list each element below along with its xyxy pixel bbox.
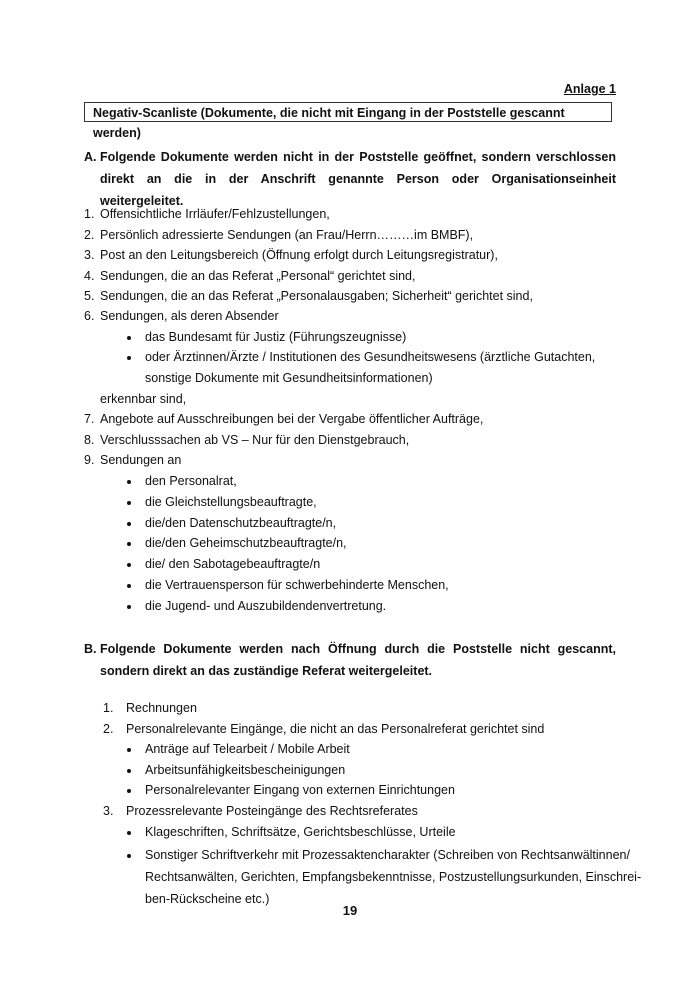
bullet-item: oder Ärztinnen/Ärzte / Institutionen des Gesundheitswesens (ärztliche Gutachten, — [145, 350, 596, 364]
bullet-item: Klageschriften, Schriftsätze, Gerichtsbeschlüsse, Urteile — [145, 825, 456, 839]
bullet-icon — [127, 501, 131, 505]
section-b-label: B. — [84, 642, 97, 656]
list-text: Rechnungen — [126, 701, 197, 715]
list-text: Verschlusssachen ab VS – Nur für den Dienstgebrauch, — [100, 433, 410, 447]
list-text: Sendungen, die an das Referat „Personalausgaben; Sicherheit“ gerichtet sind, — [100, 289, 533, 303]
list-number: 1. — [84, 207, 95, 221]
bullet-item: die Vertrauensperson für schwerbehinderte Menschen, — [145, 578, 449, 592]
list-number: 5. — [84, 289, 95, 303]
list-number: 3. — [84, 248, 95, 262]
bullet-icon — [127, 854, 131, 858]
bullet-icon — [127, 480, 131, 484]
bullet-item: Sonstiger Schriftverkehr mit Prozessaktencharakter (Schreiben von Rechtsanwältinnen/ — [145, 848, 630, 862]
list-continuation: erkennbar sind, — [100, 392, 187, 406]
bullet-item: die/den Geheimschutzbeauftragte/n, — [145, 536, 347, 550]
list-text: Sendungen, als deren Absender — [100, 309, 279, 323]
bullet-item: Anträge auf Telearbeit / Mobile Arbeit — [145, 742, 350, 756]
document-title: Negativ-Scanliste (Dokumente, die nicht mit Eingang in der Poststelle gescannt werden) — [84, 102, 612, 122]
list-text: Sendungen, die an das Referat „Personal“ gerichtet sind, — [100, 269, 416, 283]
list-number: 1. — [103, 701, 114, 715]
list-text: Offensichtliche Irrläufer/Fehlzustellungen, — [100, 207, 330, 221]
list-number: 6. — [84, 309, 95, 323]
bullet-icon — [127, 563, 131, 567]
list-number: 2. — [84, 228, 95, 242]
bullet-item: die Gleichstellungsbeauftragte, — [145, 495, 317, 509]
bullet-item: die Jugend- und Auszubildendenvertretung. — [145, 599, 387, 613]
bullet-item: das Bundesamt für Justiz (Führungszeugnisse) — [145, 330, 407, 344]
bullet-icon — [127, 748, 131, 752]
list-text: Post an den Leitungsbereich (Öffnung erfolgt durch Leitungsregistratur), — [100, 248, 498, 262]
bullet-item: Personalrelevanter Eingang von externen Einrichtungen — [145, 783, 455, 797]
bullet-icon — [127, 356, 131, 360]
bullet-item: die/den Datenschutzbeauftragte/n, — [145, 516, 337, 530]
section-b-text: Folgende Dokumente werden nach Öffnung durch die Poststelle nicht gescannt, sondern direkt an das zuständige Referat weitergeleitet. — [100, 642, 616, 678]
list-number: 9. — [84, 453, 95, 467]
bullet-icon — [127, 336, 131, 340]
bullet-icon — [127, 584, 131, 588]
bullet-item: den Personalrat, — [145, 474, 237, 488]
list-number: 7. — [84, 412, 95, 426]
bullet-icon — [127, 769, 131, 773]
bullet-icon — [127, 605, 131, 609]
bullet-item: die/ den Sabotagebeauftragte/n — [145, 557, 321, 571]
bullet-icon — [127, 522, 131, 526]
section-b-heading — [84, 638, 616, 682]
bullet-item: sonstige Dokumente mit Gesundheitsinformationen) — [145, 371, 433, 385]
section-a-text: Folgende Dokumente werden nicht in der Poststelle geöffnet, sondern verschlossen direkt an die in der Anschrift genannte Person oder Organisationseinheit weitergeleitet. — [100, 150, 616, 208]
bullet-item: Rechtsanwälten, Gerichten, Empfangsbekenntnisse, Postzustellungsurkunden, Einschrei- — [145, 870, 642, 884]
list-text: Angebote auf Ausschreibungen bei der Vergabe öffentlicher Aufträge, — [100, 412, 484, 426]
bullet-item: ben-Rückscheine etc.) — [145, 892, 270, 906]
list-text: Personalrelevante Eingänge, die nicht an das Personalreferat gerichtet sind — [126, 722, 545, 736]
section-a-label: A. — [84, 150, 97, 164]
section-a-heading — [84, 146, 616, 212]
list-text: Prozessrelevante Posteingänge des Rechtsreferates — [126, 804, 418, 818]
list-number: 8. — [84, 433, 95, 447]
list-number: 3. — [103, 804, 114, 818]
bullet-icon — [127, 789, 131, 793]
annex-label: Anlage 1 — [563, 82, 616, 96]
bullet-icon — [127, 542, 131, 546]
list-text: Sendungen an — [100, 453, 182, 467]
bullet-item: Arbeitsunfähigkeitsbescheinigungen — [145, 763, 346, 777]
page-number: 19 — [342, 903, 358, 918]
bullet-icon — [127, 831, 131, 835]
list-number: 4. — [84, 269, 95, 283]
list-text: Persönlich adressierte Sendungen (an Frau/Herrn………im BMBF), — [100, 228, 474, 242]
list-number: 2. — [103, 722, 114, 736]
